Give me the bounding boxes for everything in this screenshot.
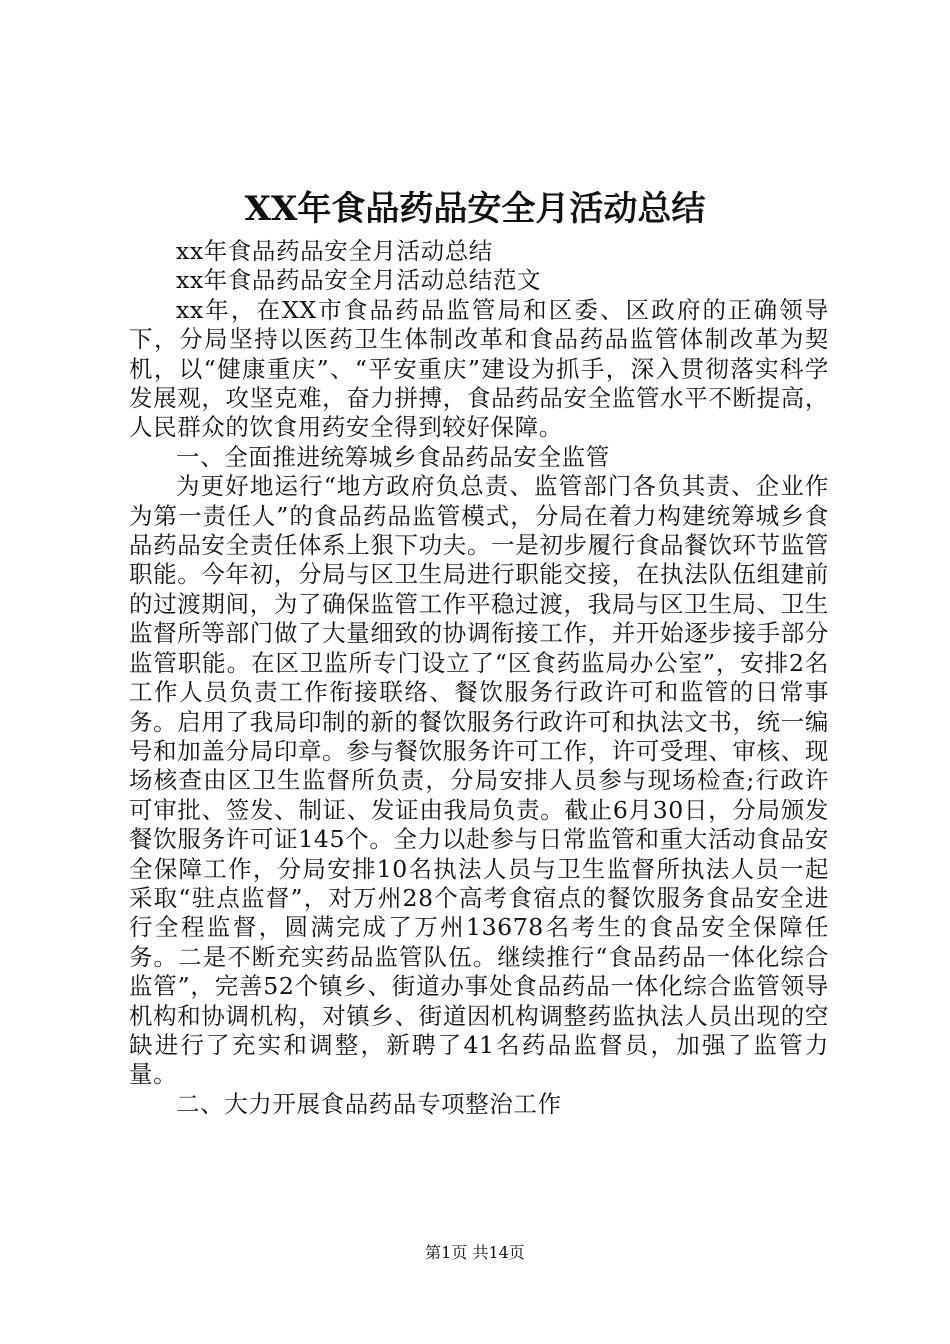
paragraph-section-1: 为更好地运行“地方政府负总责、监管部门各负其责、企业作为第一责任人”的食品药品监管模式，分局在着力构建统筹城乡食品药品安全责任体系上狠下功夫。一是初步履行食品餐饮环节监管职能。今年初，分局与区卫生局进行职能交接，在执法队伍组建前的过渡期间，为了确保监管工作平稳过渡，我局与区卫生局、卫生监督所等部门做了大量细致的协调衔接工作，并开始逐步接手部分监管职能。在区卫监所专门设立了“区食药监局办公室”，安排2名工作人员负责工作衔接联络、餐饮服务行政许可和监管的日常事务。启用了我局印制的新的餐饮服务行政许可和执法文书，统一编号和加盖分局印章。参与餐饮服务许可工作，许可受理、审核、现场核查由区卫生监督所负责，分局安排人员参与现场检查;行政许可审批、签发、制证、发证由我局负责。截止6月30日，分局颁发餐饮服务许可证145个。全力以赴参与日常监管和重大活动食品安全保障工作，分局安排10名执法人员与卫生监督所执法人员一起采取“驻点监督”，对万州28个高考食宿点的餐饮服务食品安全进行全程监督，圆满完成了万州13678名考生的食品安全保障任务。二是不断充实药品监管队伍。继续推行“食品药品一体化综合监管”，完善52个镇乡、街道办事处食品药品一体化综合监管领导机构和协调机构，对镇乡、街道因机构调整药监执法人员出现的空缺进行了充实和调整，新聘了41名药品监督员，加强了监管力量。 [129, 472, 829, 1089]
section-heading-1: 一、全面推进统筹城乡食品药品安全监管 [176, 442, 610, 471]
paragraph-intro: xx年，在XX市食品药品监管局和区委、区政府的正确领导下，分局坚持以医药卫生体制改革和食品药品监管体制改革为契机，以“健康重庆”、“平安重庆”建设为抓手，深入贯彻落实科学发展观，攻坚克难，奋力拼搏，食品药品安全监管水平不断提高，人民群众的饮食用药安全得到较好保障。 [129, 295, 829, 442]
document-title: XX年食品药品安全月活动总结 [244, 189, 706, 229]
paragraph-heading-2: xx年食品药品安全月活动总结范文 [176, 266, 542, 295]
section-heading-2: 二、大力开展食品药品专项整治工作 [176, 1089, 562, 1118]
paragraph-heading-1: xx年食品药品安全月活动总结 [176, 237, 493, 265]
document-body [129, 237, 829, 1119]
page-number-footer: 第1页 共14页 [425, 1243, 525, 1262]
